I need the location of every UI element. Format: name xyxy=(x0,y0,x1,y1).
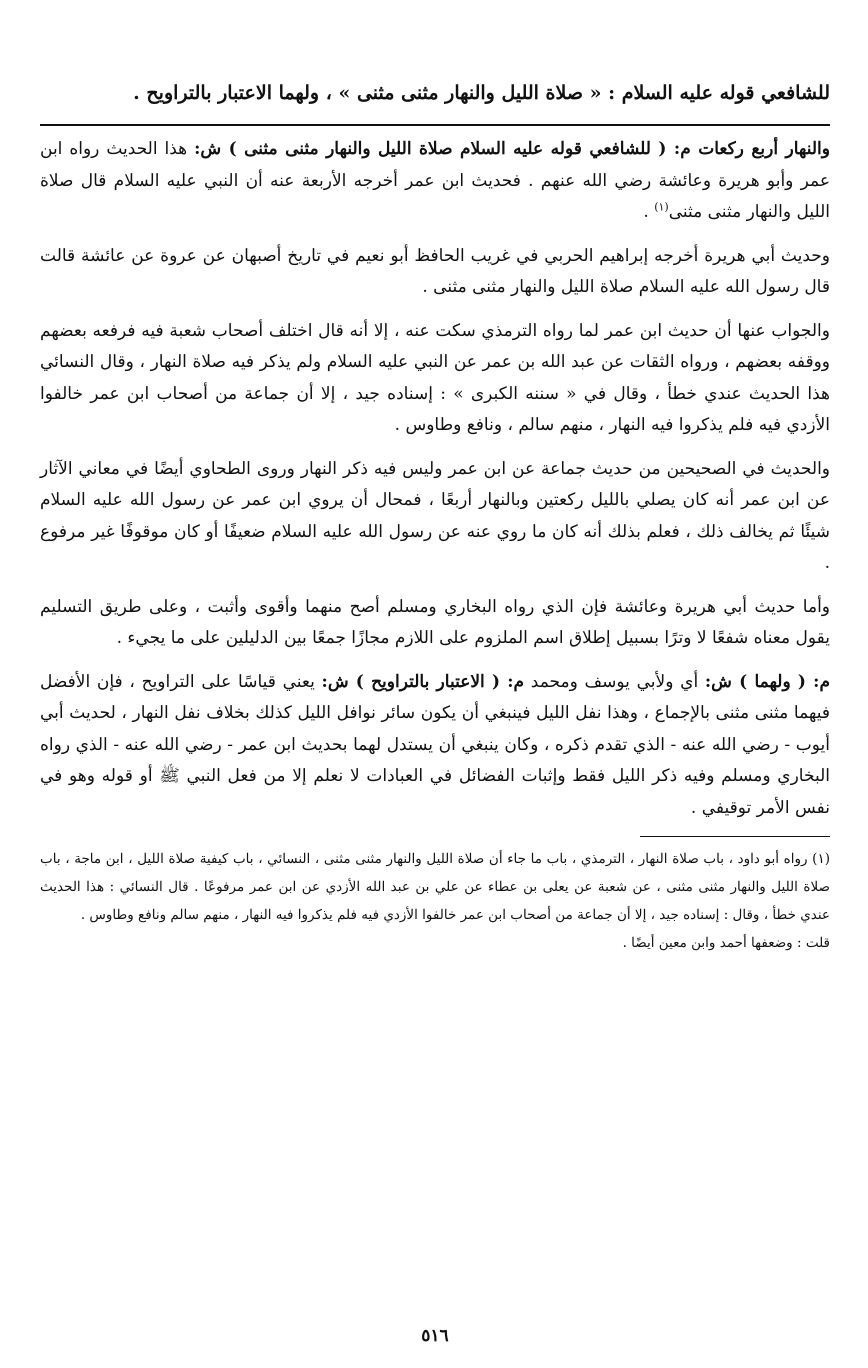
paragraph-2: وحديث أبي هريرة أخرجه إبراهيم الحربي في غريب الحافظ أبو نعيم في تاريخ أصبهان عن عروة عن عائشة قالت قال رسول الله عليه السلام صلاة الليل والنهار مثنى مثنى . xyxy=(40,245,830,297)
commentary-text: أي ولأبي يوسف ومحمد xyxy=(530,671,699,692)
footnote-1: (١) رواه أبو داود ، باب صلاة النهار ، الترمذي ، باب ما جاء أن صلاة الليل والنهار مثنى مثنى ، النسائي ، باب كيفية صلاة الليل ، ابن ماجة ، باب صلاة الليل والنهار مثنى مثنى ، عن شعبة عن يعلى بن عطاء عن علي بن عبد الله الأزدي عن ابن عمر مرفوعًا . قال النسائي : هذا الحديث عندي خطأ ، وقال : إسناده جيد ، إلا أن جماعة من أصحاب ابن عمر خالفوا الأزدي فيه فلم يذكروا فيه النهار ، منهم سالم ونافع وطاوس . xyxy=(40,851,830,923)
paragraph-5: وأما حديث أبي هريرة وعائشة فإن الذي رواه البخاري ومسلم أصح منهما وأقوى وأثبت ، وعلى طريق التسليم يقول معناه شفعًا لا وترًا بسبيل إطلاق اسم الملزوم على اللازم مجازًا جمعًا بين الدليلين على ما يجيء . xyxy=(40,596,830,648)
paragraph-4: والحديث في الصحيحين من حديث جماعة عن ابن عمر وليس فيه ذكر النهار وروى الطحاوي أيضًا في معاني الآثار عن ابن عمر أنه كان يصلي بالليل ركعتين وبالنهار أربعًا ، فمحال أن يروي ابن عمر عن رسول الله عليه السلام شيئًا ثم يخالف ذلك ، فعلم بذلك أنه كان ما روي عنه عن رسول الله عليه السلام ضعيفًا أو كان موقوفًا غير مرفوع . xyxy=(40,458,830,573)
paragraph-1 xyxy=(40,134,830,229)
paragraph-6 xyxy=(40,667,830,825)
footnote-rule xyxy=(640,836,830,837)
sentence-end: . xyxy=(643,202,655,222)
paragraph-3: والجواب عنها أن حديث ابن عمر لما رواه الترمذي سكت عنه ، إلا أنه قال اختلف أصحاب شعبة فيه فرفعه بعضهم ووقفه بعضهم ، ورواه الثقات عن عبد الله بن عمر عن النبي عليه السلام ولم يذكر فيه صلاة النهار ، وقال النسائي هذا الحديث عندي خطأ ، وقال في « سننه الكبرى » : إسناده جيد ، إلا أن جماعة من أصحاب ابن عمر خالفوا الأزدي فيه فلم يذكروا فيه النهار ، منهم سالم ، ونافع وطاوس . xyxy=(40,320,830,435)
matn-quote: والنهار أربع ركعات م: ( للشافعي قوله عليه السلام صلاة الليل والنهار مثنى مثنى ) ش: xyxy=(194,139,830,159)
page-number: ٥١٦ xyxy=(421,1326,449,1346)
matn-quote: م: ( الاعتبار بالتراويح ) ش: xyxy=(321,671,525,692)
footnotes xyxy=(40,845,830,957)
main-text xyxy=(40,134,830,824)
header-rule xyxy=(40,124,830,126)
footnote-note: قلت : وضعفها أحمد وابن معين أيضًا . xyxy=(622,935,830,951)
commentary-text: يعني قياسًا على التراويح ، فإن الأفضل فيهما مثنى مثنى بالإجماع ، وهذا نفل الليل فينبغي أن يكون سائر نوافل الليل كذلك بخلاف نفل النهار ، لحديث أبي أيوب - رضي الله عنه - الذي تقدم ذكره ، وكان ينبغي أن يستدل لهما بحديث ابن عمر - رضي الله عنه - الذي رواه البخاري ومسلم وفيه ذكر الليل فقط وإثبات الفضائل في العبادات لا نعلم إلا من فعل النبي ﷺ أو قوله وهو في نفس الأمر توقيفي . xyxy=(40,671,830,818)
footnote-marker: (١) xyxy=(654,200,669,214)
matn-quote: م: ( ولهما ) ش: xyxy=(704,671,830,692)
running-header: للشافعي قوله عليه السلام : « صلاة الليل والنهار مثنى مثنى » ، ولهما الاعتبار بالتراويح . xyxy=(133,82,830,104)
book-page xyxy=(40,78,830,1358)
commentary-text: هذا الحديث رواه ابن عمر وأبو هريرة وعائشة رضي الله عنهم . فحديث ابن عمر أخرجه الأربعة عنه أن النبي عليه السلام قال صلاة الليل والنهار مثنى مثنى xyxy=(40,139,830,222)
